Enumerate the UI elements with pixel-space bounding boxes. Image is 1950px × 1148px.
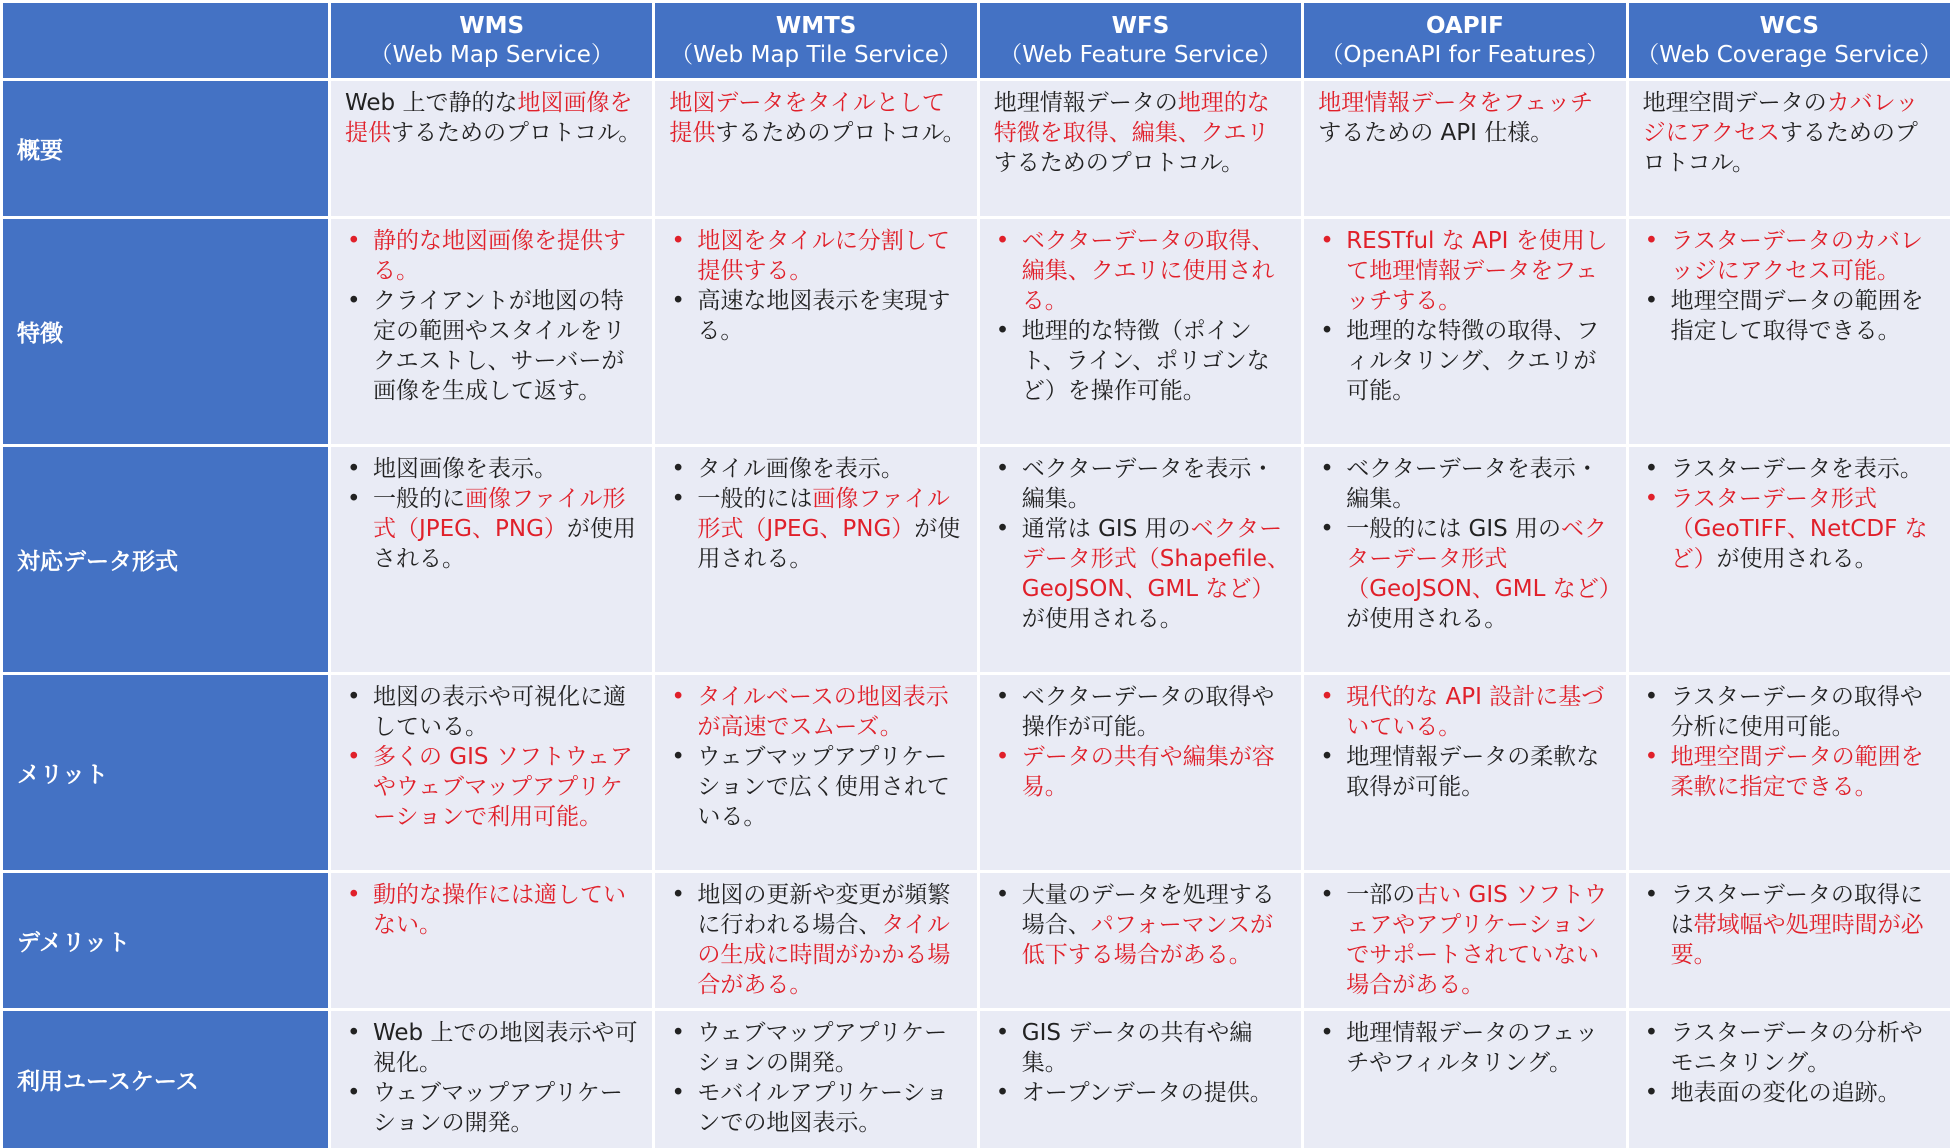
cell-text-part: 地理情報データの bbox=[993, 90, 1178, 116]
bullet-list bbox=[345, 226, 642, 406]
cell-text bbox=[345, 88, 642, 148]
cell-text-part: ラスターデータを表示。 bbox=[1670, 456, 1923, 482]
table-cell bbox=[980, 873, 1301, 1008]
list-item bbox=[994, 742, 1291, 802]
list-item bbox=[1318, 880, 1615, 1000]
cell-text-part: 地理情報データのフェッチやフィルタリング。 bbox=[1346, 1020, 1599, 1076]
list-item bbox=[345, 880, 642, 940]
cell-text-part: 通常は GIS 用の bbox=[1021, 516, 1191, 542]
col-header-wfs bbox=[980, 3, 1301, 78]
highlighted-text: 地図データをタイルとして提供 bbox=[669, 90, 945, 146]
bullet-list bbox=[1318, 226, 1615, 406]
cell-text-part: 一般的には bbox=[697, 486, 813, 512]
table-cell bbox=[980, 447, 1301, 672]
list-item bbox=[345, 1078, 642, 1138]
table-cell bbox=[331, 81, 652, 216]
highlighted-text: ベクターデータ形式（GeoJSON、GML など） bbox=[1346, 516, 1622, 602]
col-header-wms bbox=[331, 3, 652, 78]
cell-text-part: 地理空間データの範囲を指定して取得できる。 bbox=[1670, 288, 1924, 344]
table-cell bbox=[980, 81, 1301, 216]
cell-text-part: が使用される。 bbox=[697, 516, 961, 572]
highlighted-text: ラスターデータ形式（GeoTIFF、NetCDF など） bbox=[1670, 486, 1928, 572]
bullet-list bbox=[994, 454, 1291, 634]
cell-text-part: モバイルアプリケーションでの地図表示。 bbox=[697, 1080, 949, 1136]
col-header-full: （Web Feature Service） bbox=[999, 41, 1282, 68]
col-header-full: （Web Map Tile Service） bbox=[670, 41, 963, 68]
highlighted-text: 静的な地図画像を提供する。 bbox=[373, 228, 626, 284]
table-cell bbox=[1304, 447, 1625, 672]
cell-text-part: 地表面の変化の追跡。 bbox=[1670, 1080, 1901, 1106]
cell-text-part: が使用される。 bbox=[1346, 606, 1508, 632]
cell-text bbox=[1318, 88, 1615, 148]
cell-text-part: ベクターデータの取得や操作が可能。 bbox=[1021, 684, 1275, 740]
cell-text bbox=[994, 88, 1291, 178]
highlighted-text: 地理的な特徴を取得、編集、クエリ bbox=[993, 90, 1270, 146]
row-header: デメリット bbox=[3, 873, 328, 1008]
bullet-list bbox=[669, 454, 966, 574]
cell-text-part: GIS データの共有や編集。 bbox=[1021, 1020, 1253, 1076]
bullet-list bbox=[994, 226, 1291, 406]
list-item bbox=[994, 1078, 1291, 1108]
list-item bbox=[1643, 286, 1940, 346]
table-cell bbox=[1304, 219, 1625, 444]
highlighted-text: 画像ファイル形式（JPEG、PNG） bbox=[697, 486, 950, 542]
list-item bbox=[1318, 316, 1615, 406]
list-item bbox=[345, 484, 642, 574]
list-item bbox=[1643, 682, 1940, 742]
highlighted-text: 地理空間データの範囲を柔軟に指定できる。 bbox=[1670, 744, 1924, 800]
list-item bbox=[669, 286, 966, 346]
cell-text-part: ラスターデータの取得には bbox=[1670, 882, 1923, 938]
bullet-list bbox=[1318, 682, 1615, 802]
list-item bbox=[1643, 742, 1940, 802]
table-cell bbox=[331, 447, 652, 672]
cell-text-part: 地理的な特徴（ポイント、ライン、ポリゴンなど）を操作可能。 bbox=[1021, 318, 1270, 404]
cell-text-part: オープンデータの提供。 bbox=[1021, 1080, 1273, 1106]
highlighted-text: 地図をタイルに分割して提供する。 bbox=[697, 228, 950, 284]
bullet-list bbox=[345, 454, 642, 574]
table-cell bbox=[980, 219, 1301, 444]
list-item bbox=[1318, 514, 1622, 634]
table-cell bbox=[655, 447, 976, 672]
col-header-full: （OpenAPI for Features） bbox=[1320, 41, 1610, 68]
table-cell bbox=[655, 219, 976, 444]
cell-text-part: するためのプロトコル。 bbox=[993, 150, 1245, 176]
list-item bbox=[994, 1018, 1291, 1078]
cell-text-part: 一般的に bbox=[373, 486, 465, 512]
table-cell bbox=[655, 675, 976, 870]
cell-text-part: ベクターデータを表示・編集。 bbox=[1021, 456, 1275, 512]
highlighted-text: 地図画像を提供 bbox=[345, 90, 633, 146]
highlighted-text: 古い GIS ソフトウェアやアプリケーションでサポートされていない場合がある。 bbox=[1346, 882, 1608, 998]
col-header-wcs bbox=[1629, 3, 1950, 78]
list-item bbox=[669, 484, 966, 574]
col-header-full: （Web Map Service） bbox=[369, 41, 614, 68]
cell-text-part: ウェブマップアプリケーションの開発。 bbox=[373, 1080, 623, 1136]
row-header: 対応データ形式 bbox=[3, 447, 328, 672]
highlighted-text: タイルベースの地図表示が高速でスムーズ。 bbox=[697, 684, 949, 740]
list-item bbox=[345, 742, 642, 832]
cell-text-part: ラスターデータの分析やモニタリング。 bbox=[1670, 1020, 1923, 1076]
cell-text-part: が使用される。 bbox=[373, 516, 636, 572]
bullet-list bbox=[345, 880, 642, 940]
highlighted-text: ベクターデータの取得、編集、クエリに使用される。 bbox=[1021, 228, 1275, 314]
table-cell bbox=[331, 675, 652, 870]
table-cell bbox=[980, 675, 1301, 870]
list-item bbox=[669, 226, 966, 286]
cell-text bbox=[1643, 88, 1940, 178]
col-header-oapif bbox=[1304, 3, 1625, 78]
list-item bbox=[994, 514, 1291, 634]
table-cell bbox=[1629, 219, 1950, 444]
cell-text-part: ウェブマップアプリケーションの開発。 bbox=[697, 1020, 948, 1076]
row-header: 特徴 bbox=[3, 219, 328, 444]
bullet-list bbox=[1643, 682, 1940, 802]
list-item bbox=[994, 454, 1291, 514]
highlighted-text: 多くの GIS ソフトウェアやウェブマップアプリケーションで利用可能。 bbox=[373, 744, 633, 830]
highlighted-text: タイルの生成に時間がかかる場合がある。 bbox=[697, 912, 951, 998]
table-cell bbox=[1629, 675, 1950, 870]
cell-text-part: Web 上での地図表示や可視化。 bbox=[373, 1020, 638, 1076]
list-item bbox=[994, 226, 1291, 316]
table-cell bbox=[1629, 447, 1950, 672]
highlighted-text: 地理情報データをフェッチ bbox=[1318, 90, 1594, 116]
table-cell bbox=[1304, 873, 1625, 1008]
bullet-list bbox=[345, 682, 642, 832]
col-header-abbr: WMS bbox=[459, 12, 525, 39]
bullet-list bbox=[1643, 226, 1940, 346]
list-item bbox=[345, 286, 642, 406]
cell-text-part: クライアントが地図の特定の範囲やスタイルをリクエストし、サーバーが画像を生成して返す。 bbox=[373, 288, 626, 404]
table-cell bbox=[1304, 81, 1625, 216]
list-item bbox=[1643, 880, 1940, 970]
highlighted-text: ラスターデータのカバレッジにアクセス可能。 bbox=[1670, 228, 1923, 284]
list-item bbox=[1318, 454, 1615, 514]
cell-text-part: するためのプロトコル。 bbox=[391, 120, 642, 146]
bullet-list bbox=[994, 1018, 1291, 1108]
table-cell bbox=[331, 219, 652, 444]
row-header: 概要 bbox=[3, 81, 328, 216]
bullet-list bbox=[1643, 880, 1940, 970]
bullet-list bbox=[669, 880, 966, 1000]
list-item bbox=[1318, 1018, 1615, 1078]
cell-text-part: 大量のデータを処理する場合、 bbox=[1021, 882, 1275, 938]
cell-text-part: 地図画像を表示。 bbox=[373, 456, 557, 482]
bullet-list bbox=[669, 226, 966, 346]
cell-text bbox=[669, 88, 966, 148]
table-cell bbox=[1629, 1011, 1950, 1148]
cell-text-part: Web 上で静的な bbox=[345, 90, 518, 116]
table-cell bbox=[655, 873, 976, 1008]
bullet-list bbox=[1643, 454, 1940, 574]
col-header-wmts bbox=[655, 3, 976, 78]
list-item bbox=[1318, 742, 1615, 802]
cell-text-part: するためのプロトコル。 bbox=[715, 120, 966, 146]
table-cell bbox=[1629, 873, 1950, 1008]
list-item bbox=[345, 226, 642, 286]
list-item bbox=[669, 880, 966, 1000]
cell-text-part: 一般的には GIS 用の bbox=[1346, 516, 1562, 542]
cell-text-part: するための API 仕様。 bbox=[1318, 120, 1554, 146]
cell-text-part: ベクターデータを表示・編集。 bbox=[1346, 456, 1599, 512]
highlighted-text: RESTful な API を使用して地理情報データをフェッチする。 bbox=[1346, 228, 1608, 314]
col-header-abbr: WCS bbox=[1759, 12, 1819, 39]
cell-text-part: ラスターデータの取得や分析に使用可能。 bbox=[1670, 684, 1923, 740]
table-cell bbox=[331, 873, 652, 1008]
list-item bbox=[1643, 454, 1940, 484]
list-item bbox=[345, 682, 642, 742]
highlighted-text: データの共有や編集が容易。 bbox=[1021, 744, 1275, 800]
bullet-list bbox=[1318, 880, 1615, 1000]
list-item bbox=[669, 1018, 966, 1078]
bullet-list bbox=[669, 1018, 966, 1138]
cell-text-part: 一部の bbox=[1346, 882, 1416, 908]
table-cell bbox=[1304, 1011, 1625, 1148]
list-item bbox=[345, 454, 642, 484]
cell-text-part: するためのプロトコル。 bbox=[1642, 120, 1918, 176]
cell-text-part: 地理空間データの bbox=[1642, 90, 1827, 116]
highlighted-text: 画像ファイル形式（JPEG、PNG） bbox=[373, 486, 626, 542]
table-cell bbox=[655, 81, 976, 216]
col-header-abbr: WMTS bbox=[775, 12, 857, 39]
row-header: 利用ユースケース bbox=[3, 1011, 328, 1148]
list-item bbox=[345, 1018, 642, 1078]
list-item bbox=[1643, 226, 1940, 286]
cell-text-part: 地理的な特徴の取得、フィルタリング、クエリが可能。 bbox=[1346, 318, 1600, 404]
cell-text-part: 地図の更新や変更が頻繁に行われる場合、 bbox=[697, 882, 951, 938]
col-header-abbr: OAPIF bbox=[1425, 12, 1504, 39]
table-cell bbox=[331, 1011, 652, 1148]
cell-text-part: 高速な地図表示を実現する。 bbox=[697, 288, 951, 344]
table-cell bbox=[655, 1011, 976, 1148]
table-cell bbox=[1304, 675, 1625, 870]
bullet-list bbox=[1643, 1018, 1940, 1108]
cell-text-part: が使用される。 bbox=[1716, 546, 1878, 572]
list-item bbox=[1643, 484, 1940, 574]
col-header-abbr: WFS bbox=[1111, 12, 1170, 39]
bullet-list bbox=[345, 1018, 642, 1138]
bullet-list bbox=[669, 682, 966, 832]
bullet-list bbox=[994, 682, 1291, 802]
bullet-list bbox=[1318, 454, 1622, 634]
list-item bbox=[669, 742, 966, 832]
highlighted-text: パフォーマンスが低下する場合がある。 bbox=[1021, 912, 1273, 968]
cell-text-part: 地図の表示や可視化に適している。 bbox=[373, 684, 626, 740]
list-item bbox=[1643, 1078, 1940, 1108]
list-item bbox=[1643, 1018, 1940, 1078]
highlighted-text: 帯域幅や処理時間が必要。 bbox=[1670, 912, 1924, 968]
table-cell bbox=[1629, 81, 1950, 216]
table-cell bbox=[980, 1011, 1301, 1148]
list-item bbox=[669, 1078, 966, 1138]
cell-text-part: タイル画像を表示。 bbox=[697, 456, 904, 482]
highlighted-text: 動的な操作には適していない。 bbox=[373, 882, 626, 938]
list-item bbox=[1318, 226, 1615, 316]
highlighted-text: 現代的な API 設計に基づいている。 bbox=[1346, 684, 1605, 740]
list-item bbox=[994, 682, 1291, 742]
highlighted-text: カバレッジにアクセス bbox=[1642, 90, 1919, 146]
cell-text-part: 地理情報データの柔軟な取得が可能。 bbox=[1346, 744, 1600, 800]
cell-text-part: が使用される。 bbox=[1021, 606, 1183, 632]
row-header: メリット bbox=[3, 675, 328, 870]
list-item bbox=[994, 316, 1291, 406]
cell-text-part: ウェブマップアプリケーションで広く使用されている。 bbox=[697, 744, 950, 830]
bullet-list bbox=[994, 880, 1291, 970]
list-item bbox=[1318, 682, 1615, 742]
highlighted-text: ベクターデータ形式（Shapefile、GeoJSON、GML など） bbox=[1021, 516, 1290, 602]
list-item bbox=[669, 454, 966, 484]
list-item bbox=[669, 682, 966, 742]
list-item bbox=[994, 880, 1291, 970]
table-corner bbox=[3, 3, 328, 78]
col-header-full: （Web Coverage Service） bbox=[1636, 41, 1943, 68]
bullet-list bbox=[1318, 1018, 1615, 1078]
